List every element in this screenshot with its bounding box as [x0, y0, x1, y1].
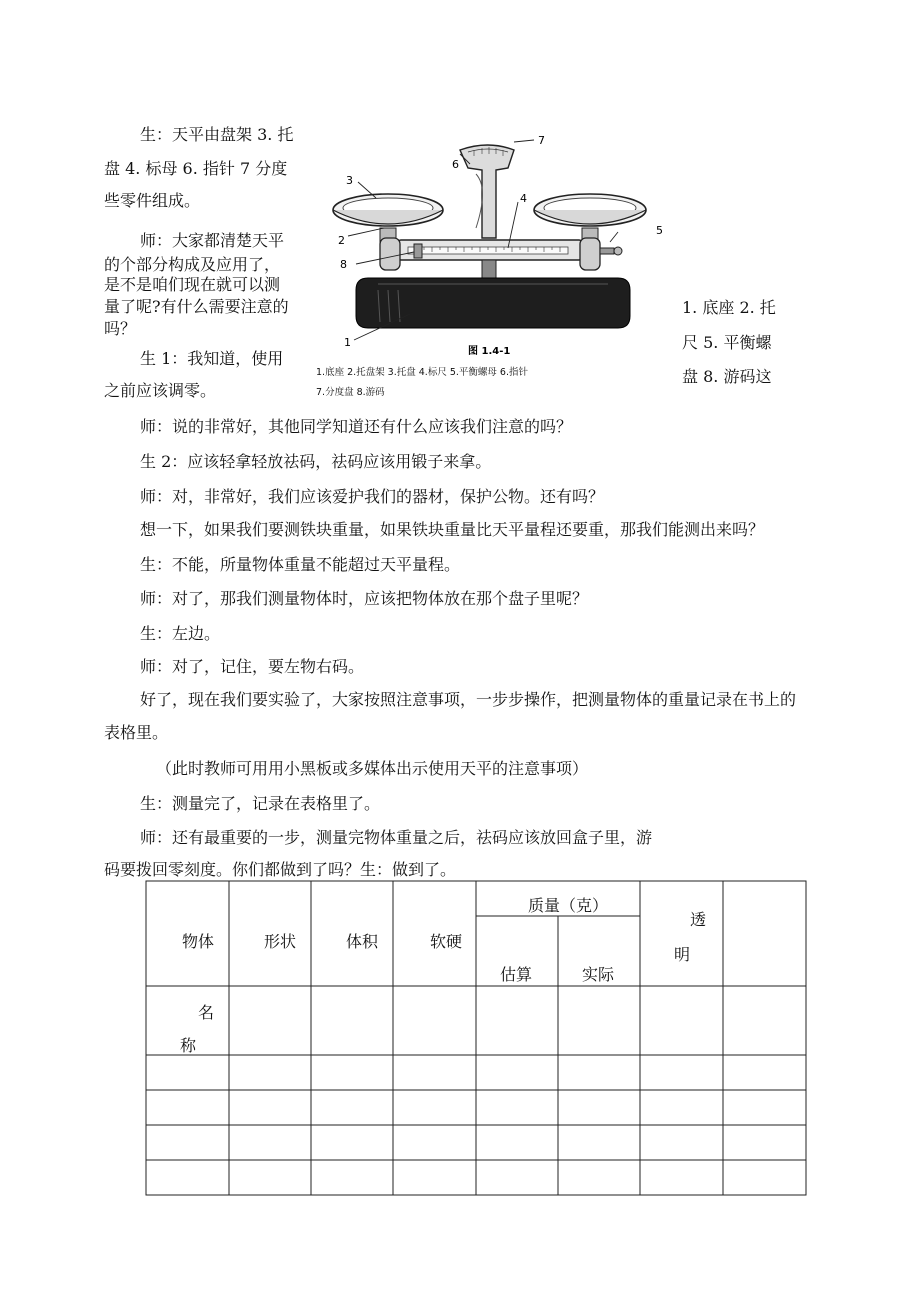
fig-label-5: 5 [656, 224, 663, 237]
left-line-6: 是不是咱们现在就可以测 [104, 275, 281, 294]
dialogue-line-9: 好了，现在我们要实验了，大家按照注意事项，一步步操作，把测量物体的重量记录在书上的 [140, 690, 797, 709]
dialogue-line-5: 生：不能，所量物体重量不能超过天平量程。 [140, 555, 461, 574]
figure-caption-1: 1.底座 2.托盘架 3.托盘 4.标尺 5.平衡螺母 6.指针 [316, 367, 528, 378]
right-line-1: 1. 底座 2. 托 [682, 298, 776, 317]
th-volume: 体积 [346, 932, 379, 951]
dialogue-line-13: 师：还有最重要的一步，测量完物体重量之后，祛码应该放回盒子里，游 [140, 828, 653, 847]
row-name-2: 称 [180, 1036, 197, 1055]
dialogue-line-14: 码要拨回零刻度。你们都做到了吗？生：做到了。 [104, 860, 457, 879]
dialogue-line-2: 生 2：应该轻拿轻放祛码，祛码应该用锻子来拿。 [140, 452, 492, 471]
th-mass: 质量（克） [528, 896, 609, 915]
fig-label-2: 2 [338, 234, 345, 247]
right-line-3: 盘 8. 游码这 [682, 367, 772, 386]
th-transparent-1: 透 [690, 910, 707, 929]
figure-caption-2: 7.分度盘 8.游码 [316, 387, 385, 398]
row-name-1: 名 [198, 1003, 215, 1022]
th-object: 物体 [182, 932, 215, 951]
dialogue-line-1: 师：说的非常好，其他同学知道还有什么应该我们注意的吗？ [140, 417, 573, 436]
right-line-2: 尺 5. 平衡螺 [682, 333, 772, 352]
fig-label-8: 8 [340, 258, 347, 271]
left-line-4: 师：大家都清楚天平 [140, 231, 285, 250]
dialogue-line-7: 生：左边。 [140, 624, 221, 643]
dialogue-line-3: 师：对，非常好，我们应该爱护我们的器材，保护公物。还有吗？ [140, 487, 605, 506]
th-transparent-2: 明 [674, 945, 691, 964]
figure-title: 图 1.4-1 [468, 346, 511, 357]
dialogue-line-11: （此时教师可用用小黑板或多媒体出示使用天平的注意事项） [156, 759, 589, 778]
left-line-7: 量了呢?有什么需要注意的 [104, 297, 289, 316]
th-estimate: 估算 [500, 965, 533, 984]
fig-label-4: 4 [520, 192, 527, 205]
th-actual: 实际 [582, 965, 615, 984]
th-hardness: 软硬 [430, 932, 463, 951]
fig-label-6: 6 [452, 158, 459, 171]
th-shape: 形状 [264, 932, 297, 951]
left-line-5: 的个部分构成及应用了， [104, 255, 281, 274]
dialogue-line-6: 师：对了，那我们测量物体时，应该把物体放在那个盘子里呢？ [140, 589, 589, 608]
fig-label-3: 3 [346, 174, 353, 187]
dialogue-line-10: 表格里。 [104, 723, 169, 742]
fig-label-7: 7 [538, 134, 545, 147]
left-line-1: 生：天平由盘架 3. 托 [140, 125, 294, 144]
left-line-2: 盘 4. 标母 6. 指针 7 分度 [104, 159, 288, 178]
dialogue-line-12: 生：测量完了，记录在表格里了。 [140, 794, 381, 813]
left-line-3: 些零件组成。 [104, 191, 201, 210]
fig-label-1: 1 [344, 336, 351, 349]
left-line-10: 之前应该调零。 [104, 381, 217, 400]
left-line-8: 吗？ [104, 319, 137, 338]
dialogue-line-4: 想一下，如果我们要测铁块重量，如果铁块重量比天平量程还要重，那我们能测出来吗？ [140, 520, 765, 539]
left-line-9: 生 1：我知道，使用 [140, 349, 284, 368]
dialogue-line-8: 师：对了，记住，要左物右码。 [140, 657, 365, 676]
